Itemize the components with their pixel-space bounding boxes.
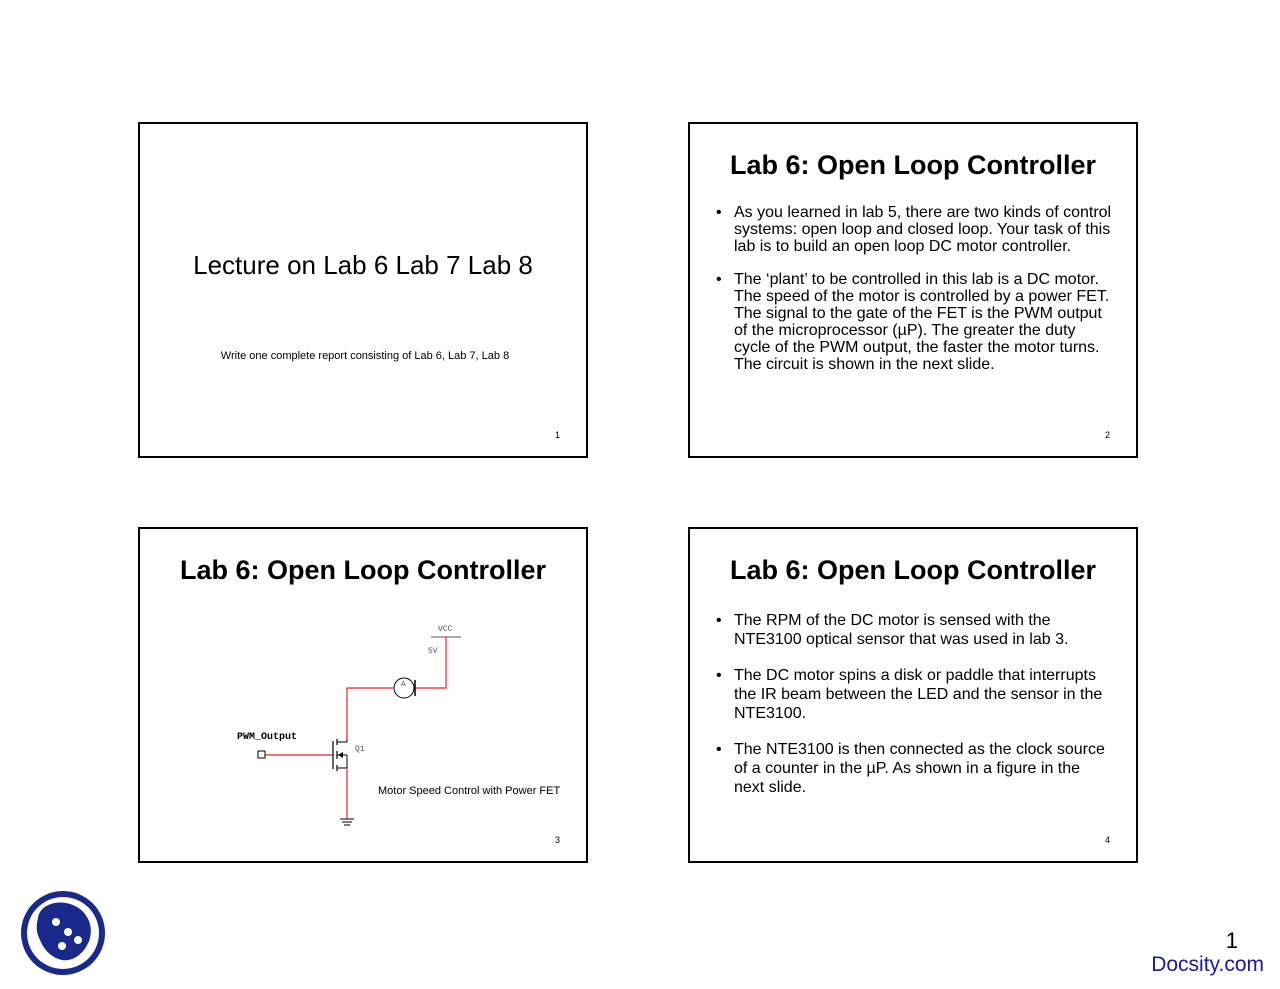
vcc-label: VCC — [438, 625, 453, 634]
slide-3-title: Lab 6: Open Loop Controller — [180, 555, 546, 585]
slide-1-title: Lecture on Lab 6 Lab 7 Lab 8 — [193, 250, 533, 280]
bullet: • As you learned in lab 5, there are two kinds of control systems: open loop and closed loop. Your task of this lab is to build an open loop DC motor controller. — [716, 204, 1114, 255]
slide-2-bullets — [716, 204, 1114, 389]
docsity-logo-icon[interactable] — [18, 888, 108, 978]
slide-4-number: 4 — [1104, 835, 1110, 845]
page-number: 1 — [1225, 928, 1238, 953]
bullet: • The RPM of the DC motor is sensed with the NTE3100 optical sensor that was used in lab 3. — [716, 611, 1114, 649]
slide-4-bullets — [716, 611, 1114, 814]
transistor-label: Q1 — [355, 745, 365, 754]
slide-3 — [138, 527, 588, 863]
slide-2-title: Lab 6: Open Loop Controller — [730, 150, 1096, 180]
motor-label: A — [401, 681, 406, 688]
wire-vcc-motor — [415, 637, 446, 688]
bullet: • The NTE3100 is then connected as the clock source of a counter in the µP. As shown in a figure in the next slide. — [716, 740, 1114, 797]
slide-2 — [688, 122, 1138, 458]
wire-motor-drain — [347, 688, 393, 739]
slide-1-subtitle: Write one complete report consisting of Lab 6, Lab 7, Lab 8 — [220, 350, 510, 362]
fet-arrow-icon — [338, 752, 343, 758]
docsity-link[interactable]: Docsity.com — [1151, 953, 1264, 976]
schematic-caption: Motor Speed Control with Power FET — [378, 785, 561, 797]
bullet: • The ‘plant’ to be controlled in this lab is a DC motor. The speed of the motor is controlled by a power FET. The signal to the gate of the FET is the PWM output of the microprocessor (µP). The greater the duty cycle of the PWM output, the faster the motor turns. The circuit is shown in the next slide. — [716, 271, 1114, 373]
voltage-label: 5V — [428, 647, 438, 656]
motor-schematic — [140, 529, 590, 865]
pwm-label: PWM_Output — [237, 732, 298, 743]
slide-2-number: 2 — [1104, 430, 1110, 440]
slide-3-number: 3 — [554, 835, 560, 845]
pwm-port-icon — [258, 751, 265, 758]
bullet: • The DC motor spins a disk or paddle that interrupts the IR beam between the LED and the sensor in the NTE3100. — [716, 666, 1114, 723]
slide-1-number: 1 — [554, 430, 560, 440]
slide-1 — [138, 122, 588, 458]
slide-4 — [688, 527, 1138, 863]
slide-4-title: Lab 6: Open Loop Controller — [730, 555, 1096, 585]
